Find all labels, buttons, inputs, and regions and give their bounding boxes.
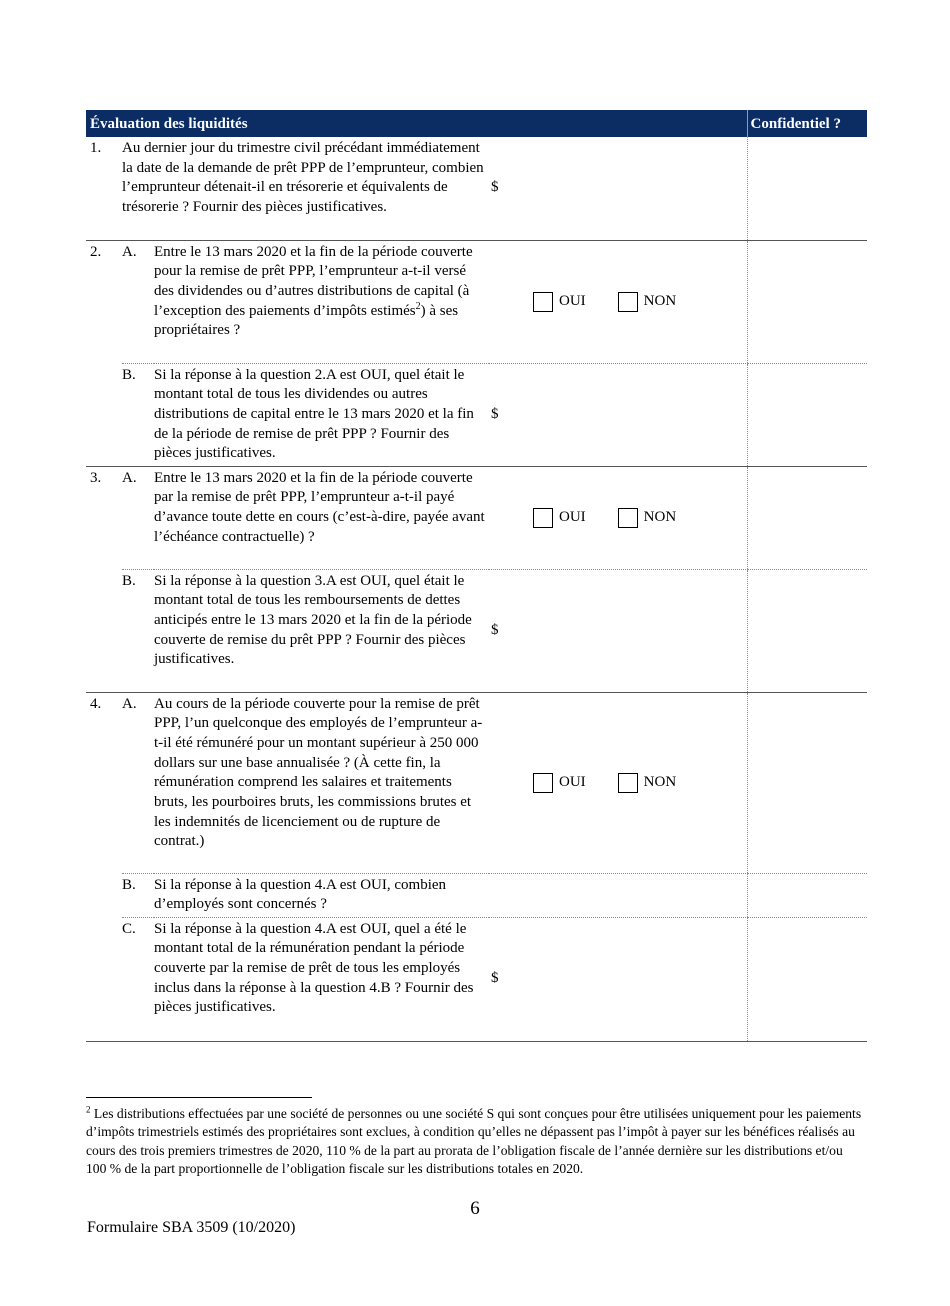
question-letter: A. — [122, 692, 154, 873]
confidential-cell-q3a[interactable] — [747, 466, 867, 569]
no-option[interactable] — [618, 292, 677, 312]
question-text: Entre le 13 mars 2020 et la fin de la période couverte pour la remise de prêt PPP, l’emprunteur a-t-il versé des dividendes ou d’autres distributions de capital (à l’exception des paiements d’impôts estimés$^2$) à ses propriétaires ? — [154, 240, 489, 363]
confidential-cell-q2b[interactable] — [747, 363, 867, 466]
question-row-4b — [86, 873, 867, 917]
footnote-text: Les distributions effectuées par une société de personnes ou une société S qui sont conçues pour être utilisées uniquement pour les paiements d’impôts trimestriels estimés des propriétaires sont exclues, à condition qu’elles ne dépassent pas l’impôt à payer sur les bénéfices réalisés au cours des trois premiers trimestres de 2020, 110 % de la part au prorata de l’obligation fiscale de l’année dernière sur les distributions et/ou 100 % de la part proportionnelle de l’obligation fiscale sur les distributions totales en 2020. — [86, 1106, 862, 1176]
form-identifier: Formulaire SBA 3509 (10/2020) — [87, 1219, 296, 1236]
dollar-sign: $ — [491, 405, 499, 422]
question-row-4a — [86, 692, 867, 873]
question-text: Au dernier jour du trimestre civil précédant immédiatement la date de la demande de prêt PPP de l’emprunteur, combien l’emprunteur détenait-il en trésorerie et équivalents de trésorerie ? Fournir des pièces justificatives. — [122, 137, 489, 240]
confidential-cell-q4b[interactable] — [747, 873, 867, 917]
footnote-separator — [86, 1097, 312, 1098]
question-row-3a — [86, 466, 867, 569]
yes-label: OUI — [559, 508, 586, 525]
yes-option[interactable] — [533, 773, 586, 793]
question-letter: B. — [122, 363, 154, 466]
count-field-q4b[interactable] — [489, 873, 747, 917]
no-checkbox[interactable] — [618, 292, 638, 312]
confidential-cell-q4a[interactable] — [747, 692, 867, 873]
yes-option[interactable] — [533, 508, 586, 528]
question-number: 3. — [90, 469, 102, 486]
yes-option[interactable] — [533, 292, 586, 312]
no-label: NON — [643, 773, 677, 790]
no-option[interactable] — [618, 773, 677, 793]
confidential-cell-q1[interactable] — [747, 137, 867, 240]
yes-no-choice-q3a — [489, 508, 747, 528]
yes-no-choice-q4a — [489, 773, 747, 793]
yes-checkbox[interactable] — [533, 292, 553, 312]
yes-no-choice-q2a — [489, 292, 747, 312]
no-checkbox[interactable] — [618, 508, 638, 528]
dollar-sign: $ — [491, 970, 499, 987]
confidential-cell-q4c[interactable] — [747, 917, 867, 1041]
question-text: Au cours de la période couverte pour la remise de prêt PPP, l’un quelconque des employés de l’emprunteur a-t-il été rémunéré pour un montant supérieur à 250 000 dollars sur une base annualisée ? (À cette fin, la rémunération comprend les salaires et traitements bruts, les pourboires bruts, les commissions brutes et les indemnités de licenciement ou de rupture de contrat.) — [154, 692, 489, 873]
question-letter: C. — [122, 917, 154, 1041]
question-number: 4. — [90, 695, 102, 712]
dollar-sign: $ — [491, 621, 499, 638]
amount-field-q3b[interactable] — [489, 569, 747, 692]
question-letter: B. — [122, 873, 154, 917]
question-number: 2. — [90, 243, 102, 260]
confidential-cell-q3b[interactable] — [747, 569, 867, 692]
amount-field-q2b[interactable] — [489, 363, 747, 466]
question-letter: A. — [122, 240, 154, 363]
footnote — [86, 1105, 866, 1178]
yes-checkbox[interactable] — [533, 773, 553, 793]
question-text: Si la réponse à la question 4.A est OUI, quel a été le montant total de la rémunération pendant la période couverte par la remise de prêt de tous les employés inclus dans la réponse à la question 4.B ? Fournir des pièces justificatives. — [154, 917, 489, 1041]
no-label: NON — [643, 508, 677, 525]
question-row-2b — [86, 363, 867, 466]
page-number: 6 — [470, 1198, 480, 1219]
question-row-4c — [86, 917, 867, 1041]
yes-checkbox[interactable] — [533, 508, 553, 528]
section-title: Évaluation des liquidités — [86, 110, 747, 137]
table-header-row — [86, 110, 867, 137]
question-row-1 — [86, 137, 867, 240]
question-number: 1. — [86, 137, 122, 240]
liquidity-assessment-table — [86, 110, 867, 1042]
question-letter: B. — [122, 569, 154, 692]
question-text: Si la réponse à la question 2.A est OUI, quel était le montant total de tous les dividendes ou autres distributions de capital entre le 13 mars 2020 et la fin de la période de remise de prêt PPP ? Fournir des pièces justificatives. — [154, 363, 489, 466]
footnote-ref: 2 — [415, 300, 421, 312]
question-text: Entre le 13 mars 2020 et la fin de la période couverte par la remise de prêt PPP, l’emprunteur a-t-il payé d’avance toute dette en cours (c’est-à-dire, payée avant l’échéance contractuelle) ? — [154, 466, 489, 569]
confidential-column-header: Confidentiel ? — [747, 110, 867, 137]
dollar-sign: $ — [491, 179, 499, 196]
yes-label: OUI — [559, 292, 586, 309]
amount-field-q1[interactable] — [489, 137, 747, 240]
question-text: Si la réponse à la question 4.A est OUI, combien d’employés sont concernés ? — [154, 873, 489, 917]
footnote-marker: 2 — [86, 1104, 91, 1115]
amount-field-q4c[interactable] — [489, 917, 747, 1041]
confidential-cell-q2a[interactable] — [747, 240, 867, 363]
question-letter: A. — [122, 466, 154, 569]
yes-label: OUI — [559, 773, 586, 790]
question-row-2a — [86, 240, 867, 363]
question-text: Si la réponse à la question 3.A est OUI, quel était le montant total de tous les remboursements de dettes anticipés entre le 13 mars 2020 et la fin de la période couverte de remise du prêt PPP ? Fournir des pièces justificatives. — [154, 569, 489, 692]
question-row-3b — [86, 569, 867, 692]
no-option[interactable] — [618, 508, 677, 528]
no-label: NON — [643, 292, 677, 309]
no-checkbox[interactable] — [618, 773, 638, 793]
